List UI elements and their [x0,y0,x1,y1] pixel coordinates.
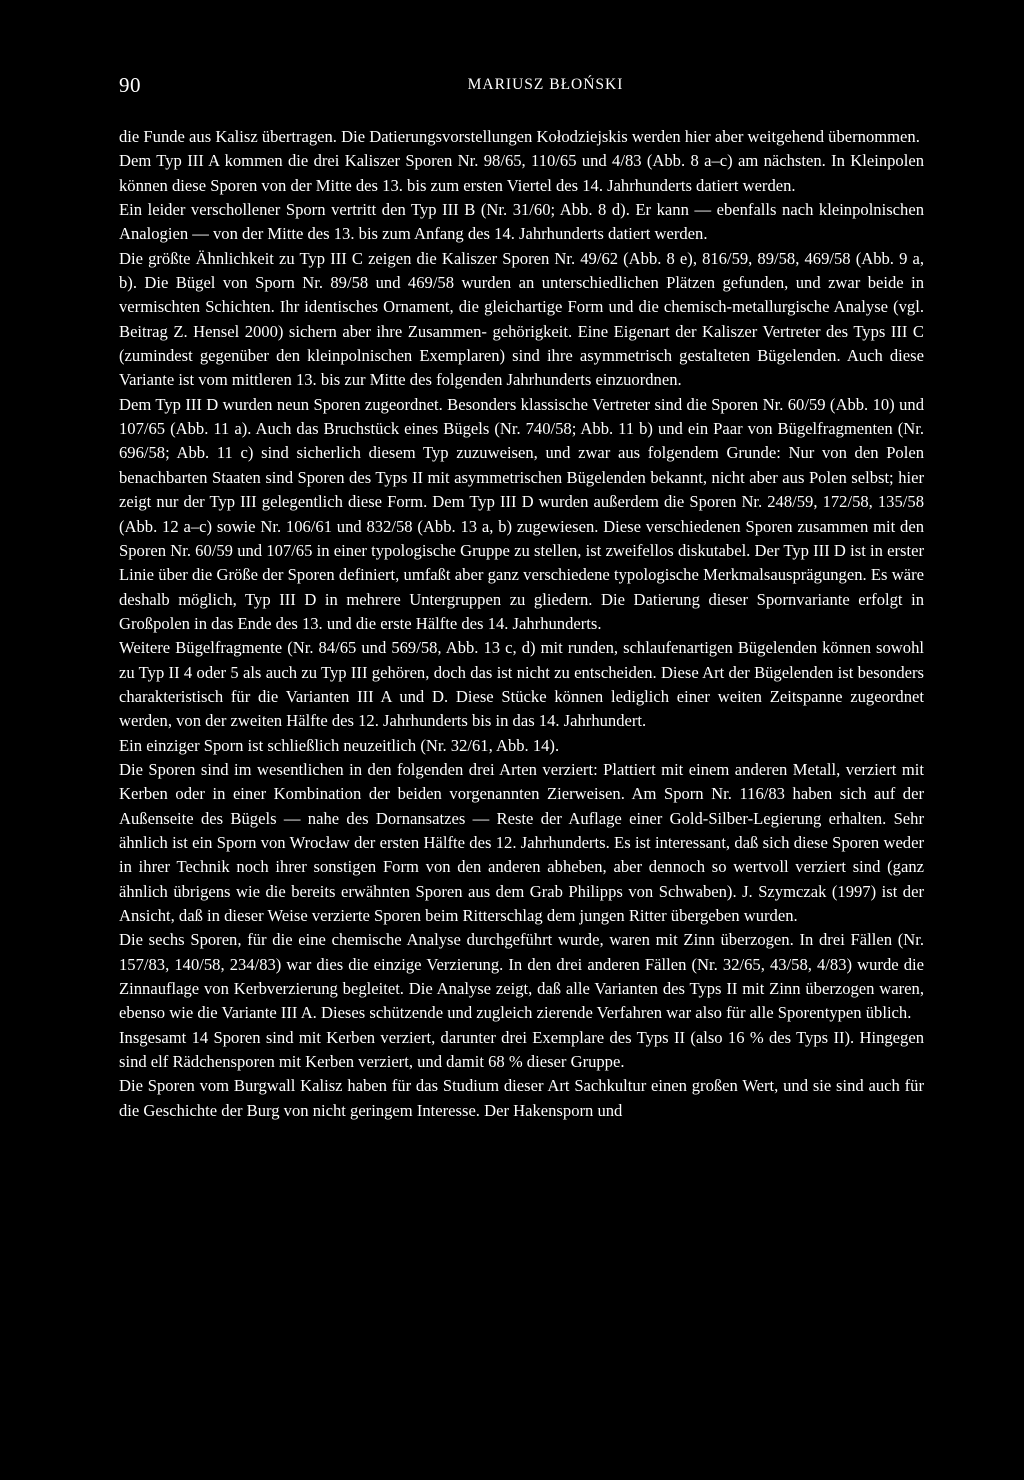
paragraph: Dem Typ III D wurden neun Sporen zugeordnet. Besonders klassische Vertreter sind die Sporen Nr. 60/59 (Abb. 10) und 107/65 (Abb. 11 a). Auch das Bruchstück eines Bügels (Nr. 740/58; Abb. 11 b) und ein Paar von Bügelfragmenten (Nr. 696/58; Abb. 11 c) sind sicherlich diesem Typ zuzuweisen, und zwar aus folgendem Grunde: Nur von den Polen benachbarten Staaten sind Sporen des Typs II mit asymmetrischen Bügelenden bekannt, nicht aber aus Polen selbst; hier zeigt nur der Typ III gelegentlich diese Form. Dem Typ III D wurden außerdem die Sporen Nr. 248/59, 172/58, 135/58 (Abb. 12 a–c) sowie Nr. 106/61 und 832/58 (Abb. 13 a, b) zugewiesen. Diese verschiedenen Sporen zusammen mit den Sporen Nr. 60/59 und 107/65 in einer typologische Gruppe zu stellen, ist zweifellos diskutabel. Der Typ III D ist in erster Linie über die Größe der Sporen definiert, umfaßt aber ganz verschiedene typologische Merkmalsausprägungen. Es wäre deshalb möglich, Typ III D in mehrere Untergruppen zu gliedern. Die Datierung dieser Spornvariante erfolgt in Großpolen in das Ende des 13. und die erste Hälfte des 14. Jahrhunderts. [119,394,924,633]
paragraph: Die sechs Sporen, für die eine chemische Analyse durchgeführt wurde, waren mit Zinn überzogen. In drei Fällen (Nr. 157/83, 140/58, 234/83) war dies die einzige Verzierung. In den drei anderen Fällen (Nr. 32/65, 43/58, 4/83) wurde die Zinnauflage von Kerbverzierung begleitet. Die Analyse zeigt, daß alle Varianten des Typs II mit Zinn überzogen waren, ebenso wie die Variante III A. Dieses schützende und zugleich zierende Verfahren war also für alle Sporentypen üblich. [119,930,924,1023]
paragraph: Dem Typ III A kommen die drei Kaliszer Sporen Nr. 98/65, 110/65 und 4/83 (Abb. 8 a–c) am nächsten. In Kleinpolen können diese Sporen von der Mitte des 13. bis zum ersten Viertel des 14. Jahrhunderts datiert werden. [119,151,924,195]
paragraph: Ein leider verschollener Sporn vertritt den Typ III B (Nr. 31/60; Abb. 8 d). Er kann — ebenfalls nach kleinpolnischen Analogien — von der Mitte des 13. bis zum Anfang des 14. Jahrhunderts datiert werden. [119,200,924,244]
page-header [119,70,924,100]
paragraph: Die Sporen vom Burgwall Kalisz haben für das Studium dieser Art Sachkultur einen großen Wert, und sie sind auch für die Geschichte der Burg von nicht geringem Interesse. Der Hakensporn und [119,1076,924,1120]
body-text [119,125,924,1123]
paragraph: Ein einziger Sporn ist schließlich neuzeitlich (Nr. 32/61, Abb. 14). [119,735,560,755]
paragraph: die Funde aus Kalisz übertragen. Die Datierungsvorstellungen Kołodziejskis werden hier aber weitgehend übernommen. [119,127,920,146]
running-head: MARIUSZ BŁOŃSKI [467,76,624,93]
paragraph: Die größte Ähnlichkeit zu Typ III C zeigen die Kaliszer Sporen Nr. 49/62 (Abb. 8 e), 816/59, 89/58, 469/58 (Abb. 9 a, b). Die Bügel von Sporn Nr. 89/58 und 469/58 wurden an unterschiedlichen Plätzen gefunden, und zwar beide in vermischten Schichten. Ihr identisches Ornament, die gleichartige Form und die chemisch-metallurgische Analyse (vgl. Beitrag Z. Hensel 2000) sichern aber ihre Zusammen- gehörigkeit. Eine Eigenart der Kaliszer Vertreter des Typs III C (zumindest gegenüber den kleinpolnischen Exemplaren) sind ihre asymmetrisch gestalteten Bügelenden. Auch diese Variante ist vom mittleren 13. bis zur Mitte des folgenden Jahrhunderts einzuordnen. [119,248,924,390]
paragraph: Weitere Bügelfragmente (Nr. 84/65 und 569/58, Abb. 13 c, d) mit runden, schlaufenartigen Bügelenden können sowohl zu Typ II 4 oder 5 als auch zu Typ III gehören, doch das ist nicht zu entscheiden. Diese Art der Bügelenden ist besonders charakteristisch für die Varianten III A und D. Diese Stücke können lediglich einer weiten Zeitspanne zugeordnet werden, von der zweiten Hälfte des 12. Jahrhunderts bis in das 14. Jahrhundert. [119,638,924,731]
paragraph: Die Sporen sind im wesentlichen in den folgenden drei Arten verziert: Plattiert mit einem anderen Metall, verziert mit Kerben oder in einer Kombination der beiden vorgenannten Zierweisen. Am Sporn Nr. 116/83 haben sich auf der Außenseite des Bügels — nahe des Dornansatzes — Reste der Auflage einer Gold-Silber-Legierung erhalten. Sehr ähnlich ist ein Sporn von Wrocław der ersten Hälfte des 12. Jahrhunderts. Es ist interessant, daß sich diese Sporen weder in ihrer Technik noch ihrer sonstigen Form von den anderen abheben, aber dennoch so wertvoll verziert sind (ganz ähnlich übrigens wie die bereits erwähnten Sporen aus dem Grab Philipps von Schwaben). J. Szymczak (1997) ist der Ansicht, daß in dieser Weise verzierte Sporen beim Ritterschlag dem jungen Ritter übergeben wurden. [119,759,924,925]
page-number: 90 [119,73,141,97]
paragraph: Insgesamt 14 Sporen sind mit Kerben verziert, darunter drei Exemplare des Typs II (also 16 % des Typs II). Hingegen sind elf Rädchensporen mit Kerben verziert, und damit 68 % dieser Gruppe. [119,1027,924,1072]
